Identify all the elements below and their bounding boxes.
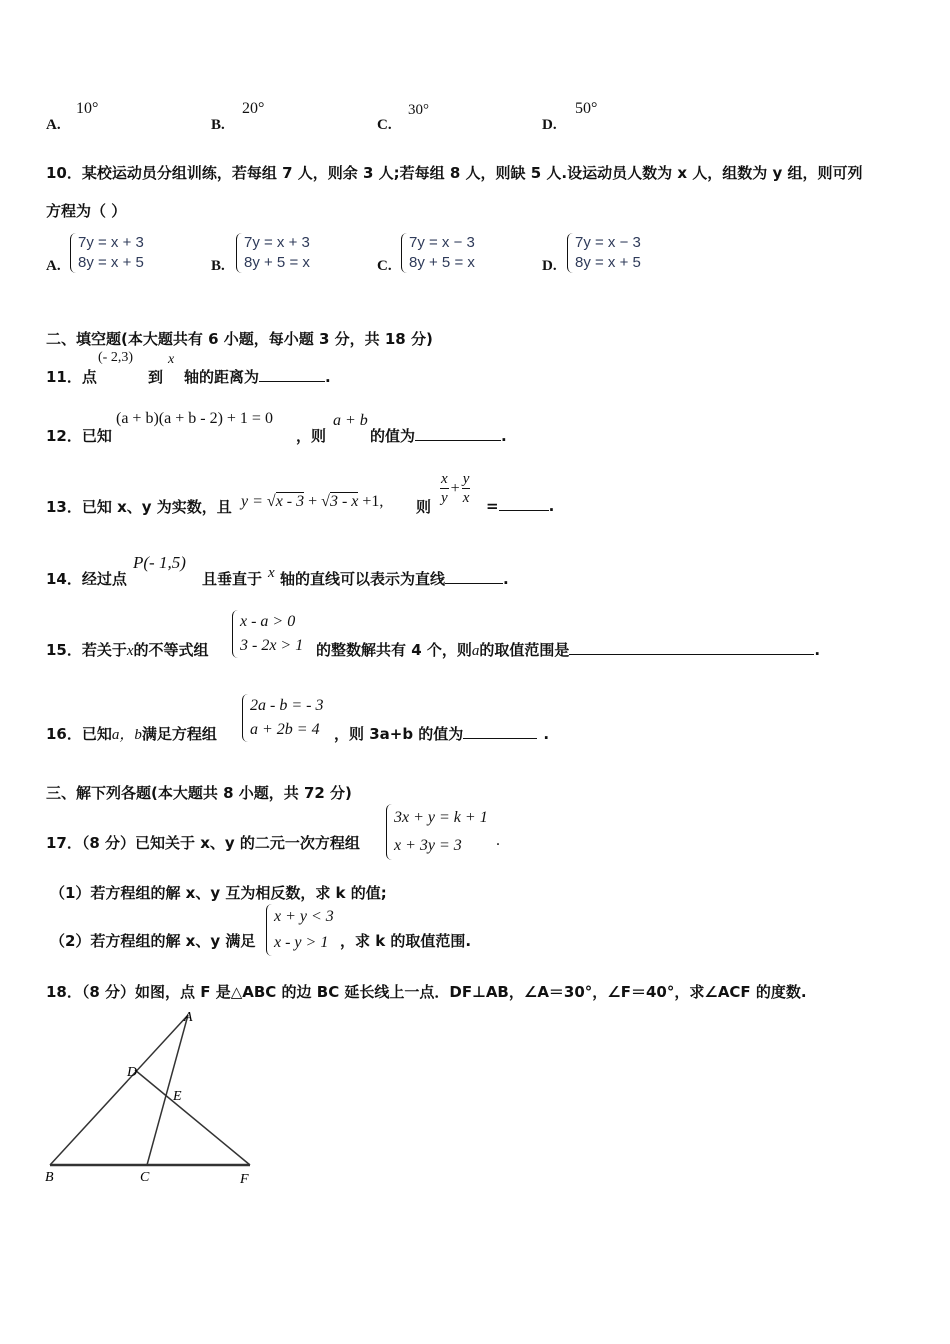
q13-eq-b: +1, [362,493,384,510]
q10-option-a-eq1: 7y = x + 3 [78,234,144,251]
q11-answer-blank[interactable] [259,367,325,382]
q13-answer [486,496,554,515]
q16-ab: a，b [111,727,142,743]
q10-option-b-eq2: 8y + 5 = x [244,254,310,271]
q16-end: . [543,725,550,743]
q17-eq2: x + 3y = 3 [394,837,462,854]
q12-mid: ，则 [296,427,327,445]
label-a: A [184,1010,193,1025]
q9-option-a-value: 10° [76,100,99,117]
q9-option-d-value: 50° [575,100,598,117]
q9-option-c-label: C. [377,117,392,133]
q12-question [370,425,507,446]
q10-option-d-label: D. [542,258,557,274]
q10-line2: 方程为（ ） [46,202,127,220]
q14-mid: 且垂直于 [202,570,263,588]
q15-ineq2: 3 - 2x > 1 [240,637,304,654]
q14-question [280,568,509,589]
q17-part2-ineq2: x - y > 1 [274,934,329,951]
q13-end: . [548,497,555,515]
q10-option-b-label: B. [211,258,225,274]
q15-inequality-system [232,610,303,658]
q17-equation-system [386,804,488,860]
q13-plus: + [308,493,318,510]
line-df [135,1070,250,1165]
q13-answer-blank[interactable] [499,496,549,511]
q13-radicand-1: x - 3 [275,493,305,510]
section-3-heading: 三、解下列各题(本大题共 8 小题，共 72 分) [46,784,352,802]
q15-mid: 的不等式组 [133,641,209,659]
q11-mid: 到 [148,368,164,386]
q16-question [334,723,549,744]
q13-frac2-num: y [462,471,470,487]
q9-option-b-value: 20° [242,100,265,117]
q13-fraction-expression: $\frac{x}{y}$ + $\frac{y}{x}$ [441,471,470,506]
q9-option-b-label: B. [211,117,225,133]
q12-equation: (a + b)(a + b - 2) + 1 = 0 [116,410,273,427]
q16-pre: 16．已知 [46,725,112,743]
q13-then: 则 [416,498,432,516]
q13-sqrt-2: √3 - x [321,493,359,510]
q13-eqsign: = [486,497,499,515]
q13-frac2-den: x [462,490,470,506]
label-d: D [127,1065,138,1080]
q10-option-b-system [236,233,310,273]
q15-line [46,639,209,660]
q16-eq2: a + 2b = 4 [250,721,320,738]
q10-option-d-eq2: 8y = x + 5 [575,254,641,271]
q11-question [184,366,331,387]
q16-answer-blank[interactable] [463,724,537,739]
q17-part2-ineq1: x + y < 3 [274,908,334,925]
q14-answer-blank[interactable] [445,569,503,584]
q13-eq-a: y = [241,493,263,510]
q10-option-c-eq1: 7y = x − 3 [409,234,475,251]
q12-prefix: 12．已知 [46,427,112,445]
q16-eq1: 2a - b = - 3 [250,697,324,714]
q15-answer-blank[interactable] [569,640,814,655]
q14-post: 轴的直线可以表示为直线 [280,570,446,588]
q10-option-a-label: A. [46,258,61,274]
q11-end: . [325,368,331,386]
q14-end: . [503,570,509,588]
q18-triangle-figure [40,1005,270,1195]
q14-axis: x [268,565,275,581]
q15-question [316,639,820,660]
q17-prefix: 17．（8 分）已知关于 x、y 的二元一次方程组 [46,834,360,852]
q12-answer-blank[interactable] [415,426,501,441]
q13-fraction-1 [440,470,449,507]
label-e: E [173,1089,182,1104]
q17-part2-prefix: （2）若方程组的解 x、y 满足 [50,932,256,950]
q10-option-d-eq1: 7y = x − 3 [575,234,641,251]
q15-x: x [126,643,134,659]
q10-option-c-eq2: 8y + 5 = x [409,254,475,271]
q14-prefix: 14．经过点 [46,570,127,588]
q15-pre: 15．若关于 [46,641,127,659]
q10-option-c-system [401,233,475,273]
q13-fraction-2 [462,470,471,507]
section-2-heading: 二、填空题(本大题共有 6 小题，每小题 3 分，共 18 分) [46,330,433,348]
q15-post2: 的取值范围是 [479,641,570,659]
q9-option-d-label: D. [542,117,557,133]
q12-expression: a + b [333,412,368,429]
q13-equation [241,493,383,511]
q15-a: a [471,643,480,659]
q10-option-c-label: C. [377,258,392,274]
q17-part1: （1）若方程组的解 x、y 互为相反数，求 k 的值; [50,884,387,902]
q11-post: 轴的距离为 [184,368,260,386]
q10-option-b-eq1: 7y = x + 3 [244,234,310,251]
q9-option-c-value: 30° [408,102,429,118]
q13-frac1-num: x [441,471,448,487]
q18-text: 18．（8 分）如图，点 F 是△ABC 的边 BC 延长线上一点．DF⊥AB，∠A＝30°，∠F＝40°，求∠ACF 的度数. [46,983,807,1001]
q13-prefix: 13．已知 x、y 为实数，且 [46,498,232,516]
q13-sqrt-1: √x - 3 [266,493,305,510]
q10-option-d-system [567,233,641,273]
q17-end: . [496,832,500,849]
label-c: C [140,1170,150,1185]
q10-option-a-system [70,233,144,273]
q17-part2-system [266,904,334,956]
q15-end: . [814,641,821,659]
q16-line [46,723,217,744]
q14-point: P(- 1,5) [133,553,186,572]
label-b: B [45,1170,54,1185]
q9-option-a-label: A. [46,117,61,133]
q11-point: (- 2,3) [98,350,133,365]
q15-ineq1: x - a > 0 [240,613,296,630]
q16-mid: 满足方程组 [141,725,217,743]
q13-frac1-den: y [441,490,448,506]
q10-line1: 10．某校运动员分组训练，若每组 7 人，则余 3 人;若每组 8 人，则缺 5 人.设运动员人数为 x 人，组数为 y 组，则可列 [46,164,863,182]
q15-post1: 的整数解共有 4 个，则 [316,641,472,659]
q11-axis: x [168,352,175,367]
q13-radicand-2: 3 - x [329,493,359,510]
label-f: F [240,1172,249,1187]
q17-part2-post: ，求 k 的取值范围. [340,932,472,950]
q16-equation-system [242,694,323,742]
q16-post: ，则 3a+b 的值为 [334,725,464,743]
q12-end: . [501,427,507,445]
q11-prefix: 11．点 [46,368,97,386]
q17-eq1: 3x + y = k + 1 [394,809,488,826]
q12-post: 的值为 [370,427,416,445]
q10-option-a-eq2: 8y = x + 5 [78,254,144,271]
